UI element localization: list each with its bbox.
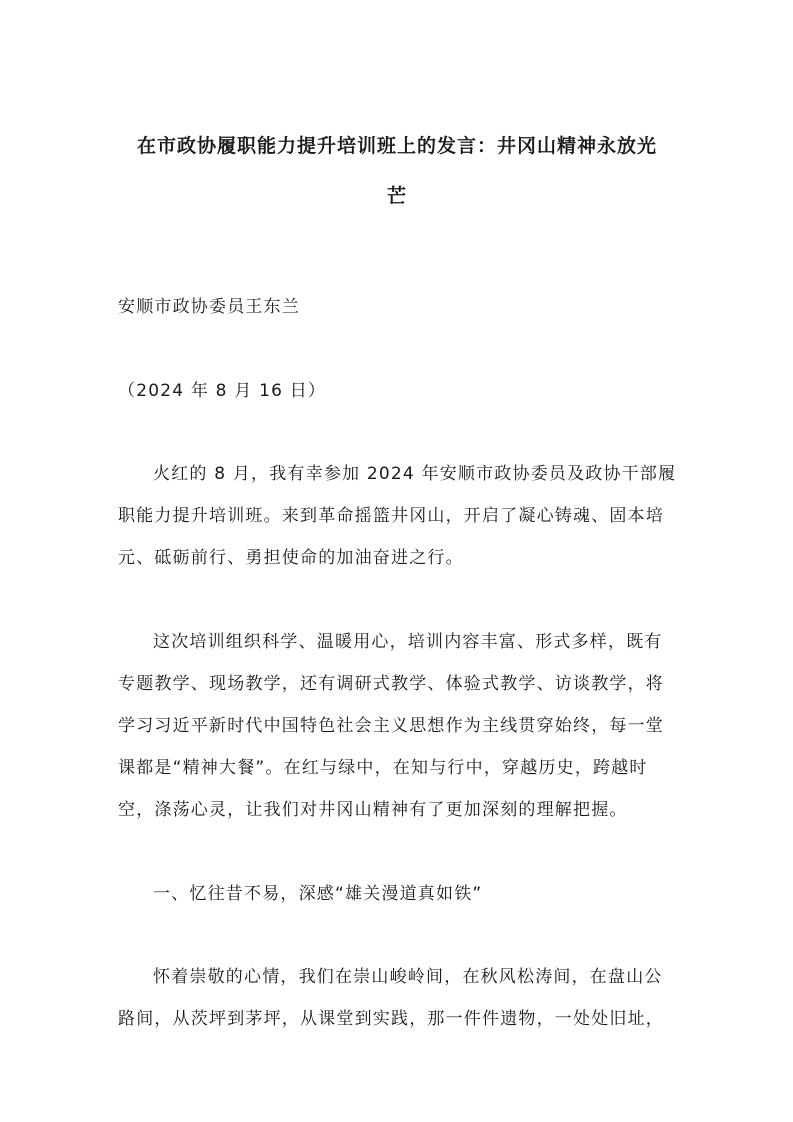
date-line: （2024 年 8 月 16 日）	[118, 381, 327, 401]
document-title-line-1: 在市政协履职能力提升培训班上的发言：井冈山精神永放光	[136, 135, 657, 157]
paragraph-1-line-1: 火红的 8 月，我有幸参加 2024 年安顺市政协委员及政协干部履	[153, 464, 677, 484]
paragraph-2-line-2: 专题教学、现场教学，还有调研式教学、体验式教学、访谈教学，将	[118, 674, 664, 694]
paragraph-2-line-1: 这次培训组织科学、温暖用心，培训内容丰富、形式多样，既有	[153, 632, 663, 652]
paragraph-2-line-4: 课都是“精神大餐”。在红与绿中，在知与行中，穿越历史，跨越时	[118, 758, 648, 778]
section-1-heading: 一、忆往昔不易，深感“雄关漫道真如铁”	[153, 884, 483, 904]
paragraph-2-line-3: 学习习近平新时代中国特色社会主义思想作为主线贯穿始终，每一堂	[118, 716, 664, 736]
paragraph-1-line-2: 职能力提升培训班。来到革命摇篮井冈山，开启了凝心铸魂、固本培	[118, 506, 664, 526]
document-title-line-2: 芒	[386, 185, 407, 207]
paragraph-1-line-3: 元、砥砺前行、勇担使命的加油奋进之行。	[118, 548, 464, 568]
paragraph-2-line-5: 空，涤荡心灵，让我们对井冈山精神有了更加深刻的理解把握。	[118, 800, 628, 820]
author-line: 安顺市政协委员王东兰	[118, 297, 300, 317]
paragraph-3-line-2: 路间，从茨坪到茅坪，从课堂到实践，那一件件遗物，一处处旧址，	[118, 1009, 664, 1029]
paragraph-3-line-1: 怀着崇敬的心情，我们在崇山峻岭间，在秋风松涛间，在盘山公	[153, 967, 663, 987]
